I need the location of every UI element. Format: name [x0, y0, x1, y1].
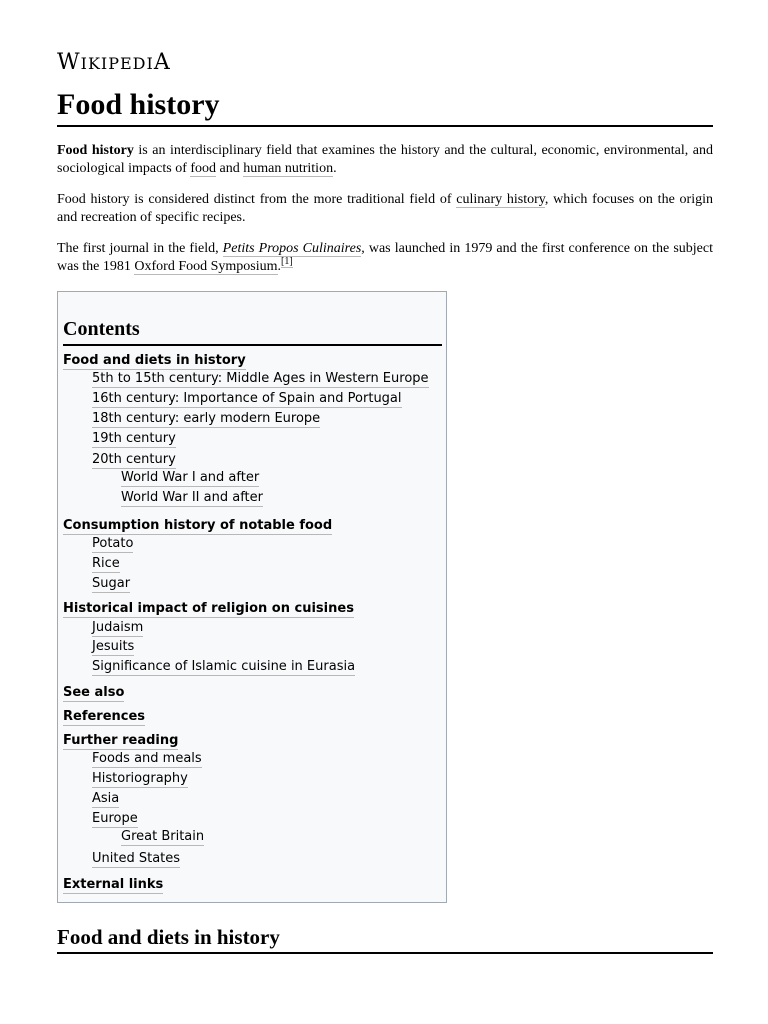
- toc-item-judaism[interactable]: Judaism: [92, 620, 144, 635]
- link-food[interactable]: food: [190, 161, 217, 176]
- reference-link[interactable]: [1]: [281, 256, 293, 268]
- toc-item-consumption-history[interactable]: Consumption history of notable food: [63, 518, 333, 533]
- toc-item-europe[interactable]: Europe: [92, 811, 138, 826]
- link-oxford-food-symposium[interactable]: Oxford Food Symposium: [134, 259, 278, 274]
- intro-paragraph-2: Food history is considered distinct from the more traditional field of culinary history, which focuses on the origin and recreation of specific recipes.: [57, 192, 713, 225]
- toc-item-united-states[interactable]: United States: [92, 851, 181, 866]
- toc-item-middle-ages[interactable]: 5th to 15th century: Middle Ages in Western Europe: [92, 371, 429, 386]
- toc-item-asia[interactable]: Asia: [92, 791, 120, 806]
- toc-item-islamic-cuisine[interactable]: Significance of Islamic cuisine in Eurasia: [92, 659, 356, 674]
- page-title: Food history: [57, 86, 713, 127]
- link-human-nutrition[interactable]: human nutrition: [243, 161, 334, 176]
- wikipedia-logo[interactable]: WIKIPEDIA: [57, 50, 171, 75]
- intro-paragraph-1: Food history is an interdisciplinary field that examines the history and the cultural, economic, environmental, and sociological impacts of food and human nutrition.: [57, 143, 713, 176]
- toc-item-rice[interactable]: Rice: [92, 556, 120, 571]
- toc-item-sugar[interactable]: Sugar: [92, 576, 131, 591]
- table-of-contents: [57, 291, 447, 903]
- toc-item-18th-century[interactable]: 18th century: early modern Europe: [92, 411, 321, 426]
- toc-item-see-also[interactable]: See also: [63, 685, 125, 700]
- toc-item-20th-century[interactable]: 20th century: [92, 452, 176, 467]
- toc-title: Contents: [63, 316, 442, 346]
- term-bold: Food history: [57, 143, 134, 158]
- link-petits-propos-culinaires[interactable]: Petits Propos Culinaires: [222, 241, 362, 256]
- toc-item-world-war-i[interactable]: World War I and after: [121, 470, 260, 485]
- toc-item-references[interactable]: References: [63, 709, 146, 724]
- toc-item-external-links[interactable]: External links: [63, 877, 164, 892]
- toc-item-potato[interactable]: Potato: [92, 536, 134, 551]
- toc-item-19th-century[interactable]: 19th century: [92, 431, 176, 446]
- toc-item-foods-and-meals[interactable]: Foods and meals: [92, 751, 202, 766]
- toc-item-food-and-diets-in-history[interactable]: Food and diets in history: [63, 353, 246, 368]
- toc-item-religion-impact[interactable]: Historical impact of religion on cuisines: [63, 601, 354, 616]
- toc-item-world-war-ii[interactable]: World War II and after: [121, 490, 263, 505]
- toc-item-further-reading[interactable]: Further reading: [63, 733, 179, 748]
- toc-item-historiography[interactable]: Historiography: [92, 771, 188, 786]
- toc-item-16th-century[interactable]: 16th century: Importance of Spain and Portugal: [92, 391, 402, 406]
- section-heading-food-and-diets: Food and diets in history: [57, 924, 713, 954]
- toc-item-great-britain[interactable]: Great Britain: [121, 829, 205, 844]
- intro-paragraph-3: The first journal in the field, Petits Propos Culinaires, was launched in 1979 and the first conference on the subject was the 1981 Oxford Food Symposium.[1]: [57, 241, 713, 274]
- toc-item-jesuits[interactable]: Jesuits: [92, 639, 135, 654]
- link-culinary-history[interactable]: culinary history: [456, 192, 545, 207]
